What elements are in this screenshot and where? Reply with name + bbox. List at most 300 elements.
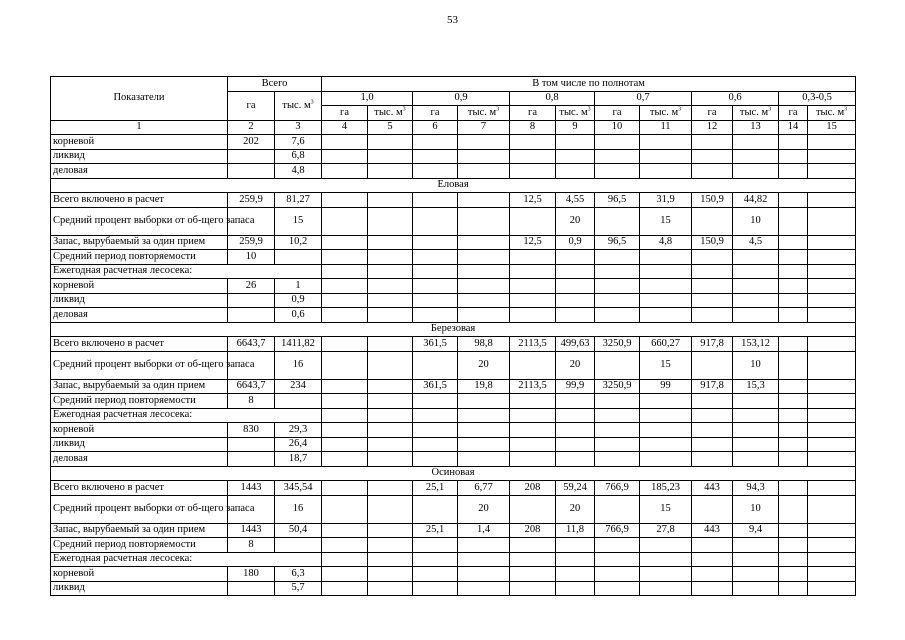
ha-subheader: га — [510, 106, 556, 121]
table-cell — [556, 264, 595, 279]
table-cell — [368, 538, 413, 553]
table-row — [51, 523, 856, 538]
table-cell — [413, 423, 458, 438]
table-cell — [640, 279, 692, 294]
table-cell: 81,27 — [275, 193, 322, 208]
table-cell: 1,4 — [458, 523, 510, 538]
section-title: Березовая — [51, 322, 856, 337]
table-cell — [368, 452, 413, 467]
column-number: 3 — [275, 120, 322, 135]
ha-subheader: га — [413, 106, 458, 121]
table-cell — [733, 164, 779, 179]
table-cell: 10 — [228, 250, 275, 265]
table-row — [51, 264, 856, 279]
table-cell: 15 — [640, 207, 692, 235]
table-cell — [779, 538, 808, 553]
table-cell — [322, 207, 368, 235]
table-cell — [228, 308, 275, 323]
table-cell — [779, 437, 808, 452]
table-cell — [640, 308, 692, 323]
table-cell — [779, 581, 808, 596]
table-row — [51, 552, 856, 567]
table-cell — [595, 149, 640, 164]
column-number: 13 — [733, 120, 779, 135]
table-cell — [556, 423, 595, 438]
table-cell — [368, 279, 413, 294]
table-cell — [368, 250, 413, 265]
table-cell — [808, 408, 856, 423]
table-cell: 9,4 — [733, 523, 779, 538]
table-cell — [510, 207, 556, 235]
table-cell — [510, 250, 556, 265]
table-cell: 150,9 — [692, 193, 733, 208]
table-cell — [510, 308, 556, 323]
row-label: Всего включено в расчет — [51, 481, 228, 496]
table-cell: 15 — [640, 495, 692, 523]
table-cell — [808, 437, 856, 452]
table-cell — [779, 337, 808, 352]
table-cell: 208 — [510, 523, 556, 538]
density-header: 1,0 — [322, 91, 413, 106]
row-label: корневой — [51, 423, 228, 438]
table-cell — [322, 337, 368, 352]
table-cell — [322, 135, 368, 150]
section-title: Еловая — [51, 178, 856, 193]
table-row — [51, 423, 856, 438]
table-cell — [413, 193, 458, 208]
table-cell — [692, 135, 733, 150]
table-cell — [368, 581, 413, 596]
table-cell: 345,54 — [275, 481, 322, 496]
table-cell — [640, 423, 692, 438]
table-cell — [779, 193, 808, 208]
table-cell — [779, 567, 808, 582]
table-cell: 31,9 — [640, 193, 692, 208]
table-cell — [692, 279, 733, 294]
table-cell: 0,9 — [275, 293, 322, 308]
table-cell — [510, 437, 556, 452]
table-cell — [692, 293, 733, 308]
table-cell: 10 — [733, 495, 779, 523]
table-cell: 44,82 — [733, 193, 779, 208]
table-cell — [779, 552, 808, 567]
table-cell: 917,8 — [692, 379, 733, 394]
table-cell — [556, 279, 595, 294]
table-row — [51, 481, 856, 496]
table-cell — [640, 552, 692, 567]
table-cell — [808, 423, 856, 438]
row-label: Всего включено в расчет — [51, 193, 228, 208]
row-label: Запас, вырубаемый за один прием — [51, 235, 228, 250]
table-row — [51, 394, 856, 409]
row-label: ликвид — [51, 581, 228, 596]
unit-label: тыс. м — [559, 106, 588, 118]
table-cell — [692, 423, 733, 438]
table-cell — [510, 135, 556, 150]
table-cell — [413, 552, 458, 567]
table-cell — [779, 379, 808, 394]
table-cell: 0,9 — [556, 235, 595, 250]
table-cell — [228, 149, 275, 164]
table-cell — [692, 437, 733, 452]
table-cell — [510, 264, 556, 279]
table-cell — [779, 135, 808, 150]
table-cell — [368, 135, 413, 150]
column-number: 11 — [640, 120, 692, 135]
table-cell — [779, 351, 808, 379]
table-cell — [595, 164, 640, 179]
table-cell: 10 — [733, 351, 779, 379]
table-cell — [322, 394, 368, 409]
unit-superscript: 3 — [310, 99, 314, 105]
table-cell — [640, 581, 692, 596]
table-cell — [510, 164, 556, 179]
table-cell — [413, 135, 458, 150]
column-number: 10 — [595, 120, 640, 135]
table-cell — [556, 164, 595, 179]
table-cell — [413, 567, 458, 582]
table-cell — [275, 250, 322, 265]
table-cell: 99 — [640, 379, 692, 394]
table-cell: 3250,9 — [595, 337, 640, 352]
table-cell: 15 — [275, 207, 322, 235]
table-cell — [368, 394, 413, 409]
table-cell — [808, 235, 856, 250]
table-cell — [368, 351, 413, 379]
table-cell — [413, 149, 458, 164]
table-cell: 7,6 — [275, 135, 322, 150]
table-cell — [595, 581, 640, 596]
density-header: 0,6 — [692, 91, 779, 106]
column-number: 6 — [413, 120, 458, 135]
table-cell: 2113,5 — [510, 379, 556, 394]
table-cell: 1 — [275, 279, 322, 294]
table-cell — [779, 149, 808, 164]
table-cell: 6,77 — [458, 481, 510, 496]
table-cell — [413, 308, 458, 323]
page-number: 53 — [447, 14, 458, 26]
table-cell — [808, 538, 856, 553]
table-cell — [733, 538, 779, 553]
unit-label: тыс. м — [282, 99, 311, 111]
row-label: корневой — [51, 135, 228, 150]
table-cell — [458, 452, 510, 467]
table-cell: 830 — [228, 423, 275, 438]
table-cell: 99,9 — [556, 379, 595, 394]
table-cell — [779, 308, 808, 323]
table-cell — [733, 149, 779, 164]
column-number: 9 — [556, 120, 595, 135]
table-cell — [413, 279, 458, 294]
table-cell — [779, 207, 808, 235]
table-cell: 8 — [228, 538, 275, 553]
table-row — [51, 193, 856, 208]
table-row — [51, 408, 856, 423]
table-cell: 4,55 — [556, 193, 595, 208]
by-density-header: В том числе по полнотам — [322, 77, 856, 92]
table-cell: 3250,9 — [595, 379, 640, 394]
row-label: Средний период повторяемости — [51, 394, 228, 409]
table-cell: 1443 — [228, 481, 275, 496]
table-cell — [322, 581, 368, 596]
table-cell: 27,8 — [640, 523, 692, 538]
table-cell — [640, 394, 692, 409]
ha-subheader: га — [692, 106, 733, 121]
table-cell: 20 — [458, 351, 510, 379]
table-cell — [322, 408, 368, 423]
row-label: Средний процент выборки от об-щего запаса — [51, 495, 228, 523]
table-cell — [510, 279, 556, 294]
table-cell — [556, 394, 595, 409]
table-cell: 25,1 — [413, 481, 458, 496]
table-cell — [228, 293, 275, 308]
table-cell — [510, 423, 556, 438]
table-cell — [413, 408, 458, 423]
table-cell — [733, 452, 779, 467]
table-cell — [510, 452, 556, 467]
table-row — [51, 308, 856, 323]
table-cell — [733, 250, 779, 265]
table-cell — [458, 279, 510, 294]
table-cell: 234 — [275, 379, 322, 394]
row-label: корневой — [51, 567, 228, 582]
table-cell — [322, 437, 368, 452]
table-cell: 29,3 — [275, 423, 322, 438]
row-label: Всего включено в расчет — [51, 337, 228, 352]
table-cell — [322, 523, 368, 538]
table-cell: 50,4 — [275, 523, 322, 538]
table-cell — [692, 495, 733, 523]
table-cell — [322, 452, 368, 467]
table-cell — [733, 552, 779, 567]
table-cell — [458, 193, 510, 208]
table-cell — [808, 279, 856, 294]
table-cell — [458, 552, 510, 567]
table-cell: 259,9 — [228, 235, 275, 250]
table-cell — [510, 408, 556, 423]
table-cell — [556, 408, 595, 423]
table-cell — [368, 149, 413, 164]
table-cell — [458, 293, 510, 308]
table-cell — [733, 423, 779, 438]
table-cell: 2113,5 — [510, 337, 556, 352]
table-row — [51, 164, 856, 179]
table-cell — [413, 293, 458, 308]
table-cell — [458, 308, 510, 323]
table-cell — [556, 552, 595, 567]
table-cell — [368, 552, 413, 567]
table-cell: 917,8 — [692, 337, 733, 352]
section-title: Осиновая — [51, 466, 856, 481]
table-cell — [808, 293, 856, 308]
table-cell: 1411,82 — [275, 337, 322, 352]
table-cell — [595, 250, 640, 265]
table-cell — [228, 452, 275, 467]
total-volume-header — [275, 91, 322, 120]
table-cell — [368, 308, 413, 323]
table-cell — [692, 581, 733, 596]
table-cell: 12,5 — [510, 235, 556, 250]
table-cell — [322, 164, 368, 179]
table-cell — [692, 250, 733, 265]
table-cell — [413, 452, 458, 467]
table-cell — [368, 337, 413, 352]
table-cell — [808, 164, 856, 179]
table-cell — [595, 495, 640, 523]
table-cell — [640, 264, 692, 279]
table-cell: 20 — [556, 495, 595, 523]
table-cell — [595, 394, 640, 409]
table-cell — [779, 495, 808, 523]
total-ha-header: га — [228, 91, 275, 120]
table-cell — [733, 394, 779, 409]
table-cell — [322, 379, 368, 394]
table-cell: 443 — [692, 481, 733, 496]
ha-subheader: га — [595, 106, 640, 121]
table-cell — [692, 351, 733, 379]
table-cell — [808, 135, 856, 150]
unit-superscript: 3 — [768, 106, 772, 113]
table-cell — [510, 552, 556, 567]
table-cell — [595, 552, 640, 567]
table-cell — [808, 337, 856, 352]
table-header — [51, 77, 856, 135]
table-cell — [779, 394, 808, 409]
table-cell: 443 — [692, 523, 733, 538]
table-cell: 361,5 — [413, 379, 458, 394]
table-cell: 5,7 — [275, 581, 322, 596]
table-cell — [733, 581, 779, 596]
table-cell: 16 — [275, 351, 322, 379]
table-cell: 766,9 — [595, 481, 640, 496]
table-row — [51, 279, 856, 294]
table-cell: 766,9 — [595, 523, 640, 538]
table-cell — [510, 394, 556, 409]
table-cell — [228, 164, 275, 179]
table-cell — [640, 437, 692, 452]
table-cell — [595, 351, 640, 379]
table-cell — [595, 452, 640, 467]
unit-label: тыс. м — [374, 106, 403, 118]
table-cell — [413, 394, 458, 409]
table-cell — [779, 452, 808, 467]
column-number: 1 — [51, 120, 228, 135]
row-label: Запас, вырубаемый за один прием — [51, 379, 228, 394]
table-cell — [556, 135, 595, 150]
table-cell: 25,1 — [413, 523, 458, 538]
table-cell — [779, 423, 808, 438]
table-cell — [368, 408, 413, 423]
table-cell — [808, 149, 856, 164]
table-cell — [368, 495, 413, 523]
table-cell — [808, 581, 856, 596]
unit-label: тыс. м — [467, 106, 497, 118]
table-cell — [228, 437, 275, 452]
column-number: 7 — [458, 120, 510, 135]
table-cell — [779, 408, 808, 423]
table-cell — [595, 308, 640, 323]
table-cell — [808, 250, 856, 265]
row-label: корневой — [51, 279, 228, 294]
table-cell: 16 — [275, 495, 322, 523]
table-cell — [458, 250, 510, 265]
table-cell — [733, 293, 779, 308]
table-cell: 6,8 — [275, 149, 322, 164]
table-cell — [640, 164, 692, 179]
density-header: 0,9 — [413, 91, 510, 106]
table-cell: 10,2 — [275, 235, 322, 250]
table-cell — [595, 567, 640, 582]
table-cell — [556, 293, 595, 308]
table-cell — [595, 279, 640, 294]
table-cell — [692, 164, 733, 179]
table-cell — [808, 207, 856, 235]
table-cell — [413, 164, 458, 179]
table-cell — [595, 538, 640, 553]
column-number: 4 — [322, 120, 368, 135]
table-row — [51, 250, 856, 265]
table-cell — [692, 552, 733, 567]
table-cell — [322, 250, 368, 265]
row-label: Ежегодная расчетная лесосека: — [51, 552, 322, 567]
row-label: деловая — [51, 452, 228, 467]
table-cell — [556, 452, 595, 467]
table-cell — [779, 279, 808, 294]
table-cell: 26 — [228, 279, 275, 294]
unit-header-cell — [556, 106, 595, 121]
table-cell: 15 — [640, 351, 692, 379]
unit-superscript: 3 — [402, 106, 406, 113]
table-cell — [322, 308, 368, 323]
table-cell — [692, 452, 733, 467]
ha-subheader: га — [322, 106, 368, 121]
table-cell: 94,3 — [733, 481, 779, 496]
table-cell — [595, 293, 640, 308]
table-cell — [458, 135, 510, 150]
table-cell — [322, 193, 368, 208]
row-label: Средний период повторяемости — [51, 250, 228, 265]
table-cell — [368, 207, 413, 235]
table-cell: 20 — [458, 495, 510, 523]
table-cell: 259,9 — [228, 193, 275, 208]
table-cell: 202 — [228, 135, 275, 150]
table-cell — [322, 293, 368, 308]
row-label: Запас, вырубаемый за один прием — [51, 523, 228, 538]
table-cell — [692, 149, 733, 164]
table-cell — [779, 235, 808, 250]
table-cell — [413, 437, 458, 452]
unit-superscript: 3 — [678, 106, 682, 113]
table-row — [51, 207, 856, 235]
table-cell — [413, 495, 458, 523]
column-number: 8 — [510, 120, 556, 135]
unit-header-cell — [458, 106, 510, 121]
table-cell — [368, 235, 413, 250]
table-cell — [808, 308, 856, 323]
table-cell: 0,6 — [275, 308, 322, 323]
table-cell: 1443 — [228, 523, 275, 538]
table-cell — [322, 279, 368, 294]
table-cell: 4,8 — [640, 235, 692, 250]
table-cell: 660,27 — [640, 337, 692, 352]
table-cell — [458, 394, 510, 409]
table-cell — [322, 149, 368, 164]
table-cell: 98,8 — [458, 337, 510, 352]
table-cell — [368, 293, 413, 308]
table-cell: 4,5 — [733, 235, 779, 250]
table-cell — [640, 149, 692, 164]
table-cell — [368, 437, 413, 452]
